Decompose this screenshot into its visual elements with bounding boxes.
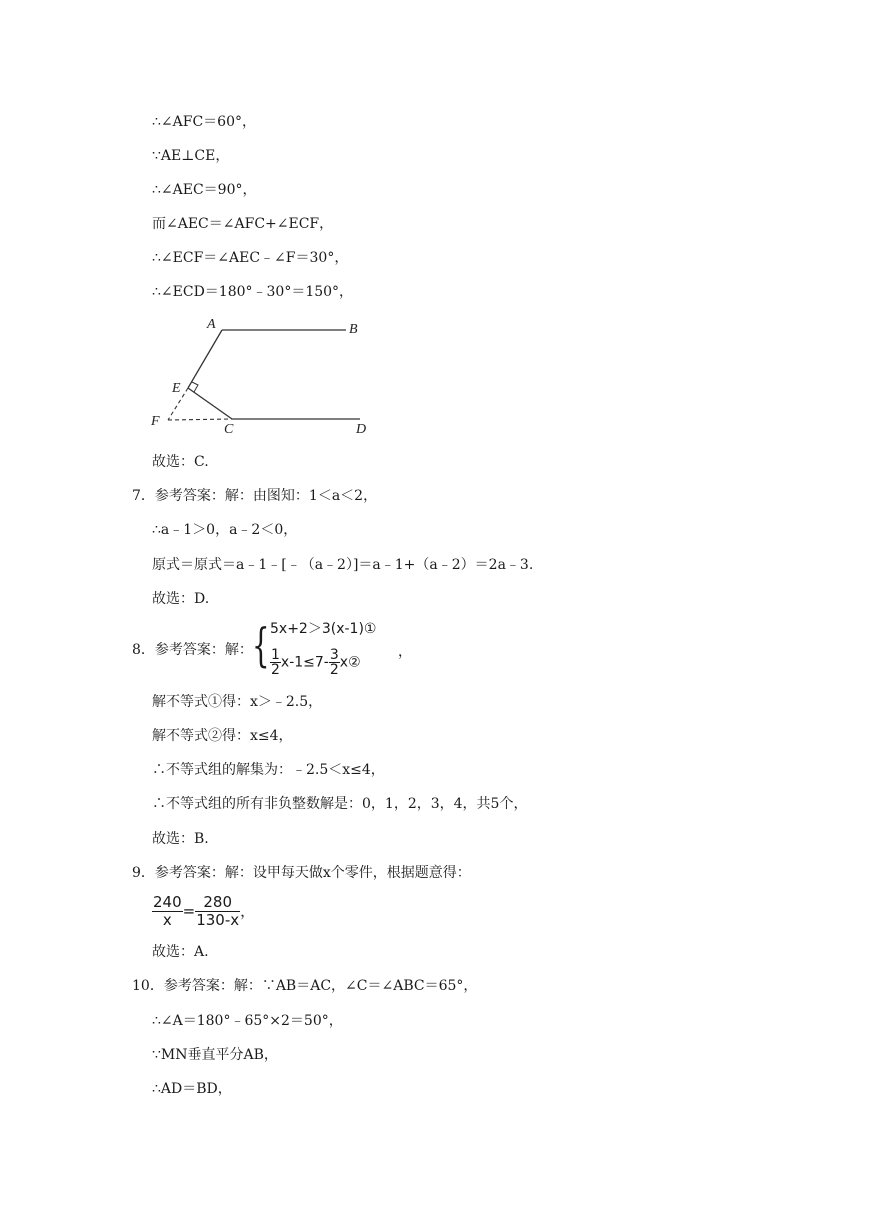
label-c: C: [224, 422, 234, 437]
q8-line-2: 解不等式②得：x≤4，: [152, 728, 293, 744]
fraction-half: $\frac{1}{2}$: [271, 647, 280, 678]
system-tail: ，: [398, 644, 412, 660]
label-a: A: [207, 317, 216, 332]
system-row-1: 5x+2＞3(x-1)①: [270, 621, 377, 637]
q6-line-6: ∴∠ECD＝180°﹣30°＝150°，: [152, 284, 354, 300]
q6-line-5: ∴∠ECF＝∠AEC﹣∠F＝30°，: [152, 250, 349, 266]
segment-ec: [188, 388, 232, 419]
q7-line-2: 原式＝原式＝a﹣1﹣[﹣（a﹣2）]＝a﹣1+（a﹣2）＝2a﹣3.: [152, 557, 534, 573]
q6-line-3: ∴∠AEC＝90°，: [152, 182, 257, 198]
q10-line-3: ∴AD＝BD，: [152, 1081, 232, 1097]
q6-line-2: ∵AE⊥CE，: [152, 148, 230, 164]
dashed-fc: [168, 419, 232, 420]
fraction-280: $\frac{280}{130-x}$: [196, 893, 240, 929]
fraction-240-x: $\frac{240}{x}$: [153, 893, 182, 929]
q9-head: 9．参考答案：解：设甲每天做x个零件，根据题意得：: [132, 865, 471, 881]
right-angle-mark: [192, 382, 198, 392]
row2-end: x②: [339, 654, 361, 671]
system-row-2: [270, 648, 361, 677]
q6-choice: 故选：C.: [152, 454, 209, 470]
q10-head: 10．参考答案：解：∵AB＝AC，∠C＝∠ABC＝65°，: [132, 978, 478, 994]
q8-line-3: ∴不等式组的解集为：﹣2.5＜x≤4，: [152, 762, 385, 778]
q6-line-1: ∴∠AFC＝60°，: [152, 114, 256, 130]
q8-line-4: ∴不等式组的所有非负整数解是：0，1，2，3，4，共5个，: [152, 796, 528, 812]
q8-line-1: 解不等式①得：x＞﹣2.5，: [152, 694, 323, 710]
equals-sign: =: [182, 902, 196, 920]
segment-ae: [188, 330, 222, 388]
row2-middle: x-1≤7-: [280, 654, 329, 671]
label-f: F: [151, 414, 160, 429]
q7-line-1: ∴a﹣1＞0，a﹣2＜0，: [152, 522, 298, 538]
q9-equation: [152, 894, 255, 929]
q8-head: 8．参考答案：解：: [132, 642, 253, 658]
system-brace: {: [252, 618, 270, 672]
equation-tail: ，: [240, 902, 256, 920]
q6-line-4: 而∠AEC＝∠AFC+∠ECF，: [152, 216, 334, 232]
fraction-three-halves: $\frac{3}{2}$: [329, 647, 339, 678]
q9-choice: 故选：A.: [152, 944, 209, 960]
label-e: E: [172, 381, 181, 396]
q7-choice: 故选：D.: [152, 591, 210, 607]
q6-geometry-figure: [140, 312, 390, 437]
label-d: D: [356, 422, 367, 437]
q10-line-2: ∵MN垂直平分AB，: [152, 1047, 278, 1063]
label-b: B: [349, 322, 358, 337]
q7-head: 7．参考答案：解：由图知：1＜a＜2，: [132, 488, 378, 504]
q8-choice: 故选：B.: [152, 831, 209, 847]
q10-line-1: ∴∠A＝180°﹣65°×2＝50°，: [152, 1013, 343, 1029]
